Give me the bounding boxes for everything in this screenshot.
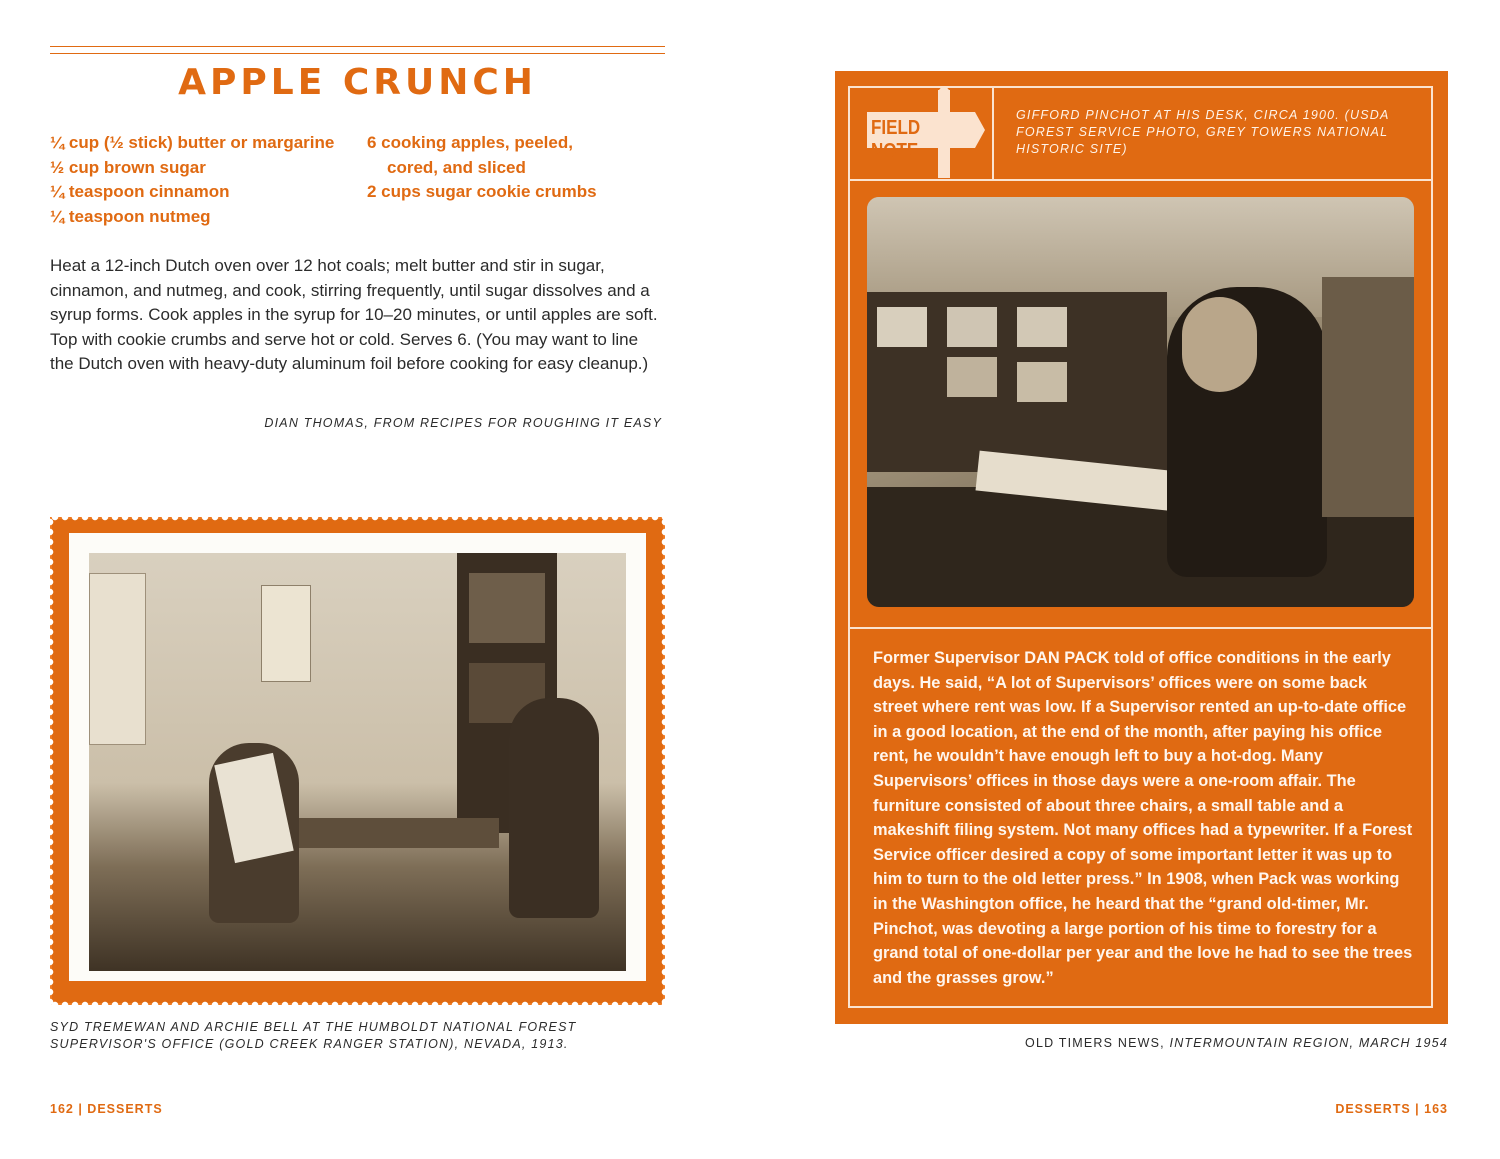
recipe-instructions: Heat a 12-inch Dutch oven over 12 hot coals; melt butter and stir in sugar, cinnamon, and nutmeg, and cook, stirring frequently, until sugar dissolves and a syrup forms. Cook apples in the syrup for 10–20 minutes, or until apples are soft. Top with cookie crumbs and serve hot or cold. Serves 6. (You may want to line the Dutch oven with heavy-duty aluminum foil before cooking for easy cleanup.): [50, 256, 658, 373]
title-rule: [50, 46, 665, 54]
ingredient-item: ¼ cup (½ stick) butter or margarine: [50, 133, 335, 152]
folio-right: DESSERTS | 163: [1335, 1102, 1448, 1116]
ingredients-right: [367, 131, 597, 205]
recipe-title: APPLE CRUNCH: [178, 62, 537, 103]
photo-mat: [69, 533, 646, 981]
photo-frame-left: [50, 517, 665, 1005]
pinchot-desk-photo: [867, 197, 1414, 607]
panel-divider: [992, 86, 994, 180]
field-note-label: FIELD NOTE: [871, 117, 921, 162]
attribution-detail: INTERMOUNTAIN REGION, MARCH 1954: [1169, 1036, 1448, 1050]
ingredient-item: 6 cooking apples, peeled,: [367, 133, 573, 152]
ingredient-item: 2 cups sugar cookie crumbs: [367, 182, 597, 201]
folio-left: 162 | DESSERTS: [50, 1102, 163, 1116]
panel-divider: [848, 627, 1433, 629]
ingredient-item: ¼ teaspoon nutmeg: [50, 206, 211, 226]
field-note-quote: Former Supervisor DAN PACK told of office conditions in the early days. He said, “A lot of Supervisors’ offices were on some back street where rent was low. If a Supervisor rented an up-to-date office in a good location, at the end of the month, after paying his office rent, he wouldn’t have enough left to buy a hot-dog. Many Supervisors’ offices in those days were a one-room affair. The furniture consisted of about three chairs, a small table and a makeshift filing system. Not many offices had a typewriter. If a Forest Service officer desired a copy of some important letter it was up to him to turn to the old letter press.” In 1908, when Pack was working in the Washington office, he heard that the “grand old-timer, Mr. Pinchot, was devoting a large portion of his time to forestry for a grand total of one-dollar per year and the love he had to see the trees and the grasses grow.”: [873, 649, 1413, 987]
left-photo-caption: SYD TREMEWAN AND ARCHIE BELL AT THE HUMBOLDT NATIONAL FOREST SUPERVISOR'S OFFICE (GOLD CREEK RANGER STATION), NEVADA, 1913.: [50, 1020, 577, 1051]
ingredients-left: [50, 131, 334, 229]
attribution-source: OLD TIMERS NEWS,: [1025, 1036, 1170, 1050]
ingredient-item: cored, and sliced: [387, 157, 526, 177]
ingredient-item: ½ cup brown sugar: [50, 157, 206, 177]
field-note-panel: [835, 71, 1448, 1024]
office-photo-left: [89, 553, 626, 971]
recipe-attribution: DIAN THOMAS, FROM RECIPES FOR ROUGHING IT EASY: [264, 416, 662, 430]
ingredient-item: ¼ teaspoon cinnamon: [50, 182, 230, 201]
quote-attribution: [1025, 1036, 1448, 1050]
panel-divider: [848, 179, 1433, 181]
right-photo-caption: GIFFORD PINCHOT AT HIS DESK, CIRCA 1900. (USDA FOREST SERVICE PHOTO, GREY TOWERS NATIONAL HISTORIC SITE): [1016, 108, 1390, 156]
